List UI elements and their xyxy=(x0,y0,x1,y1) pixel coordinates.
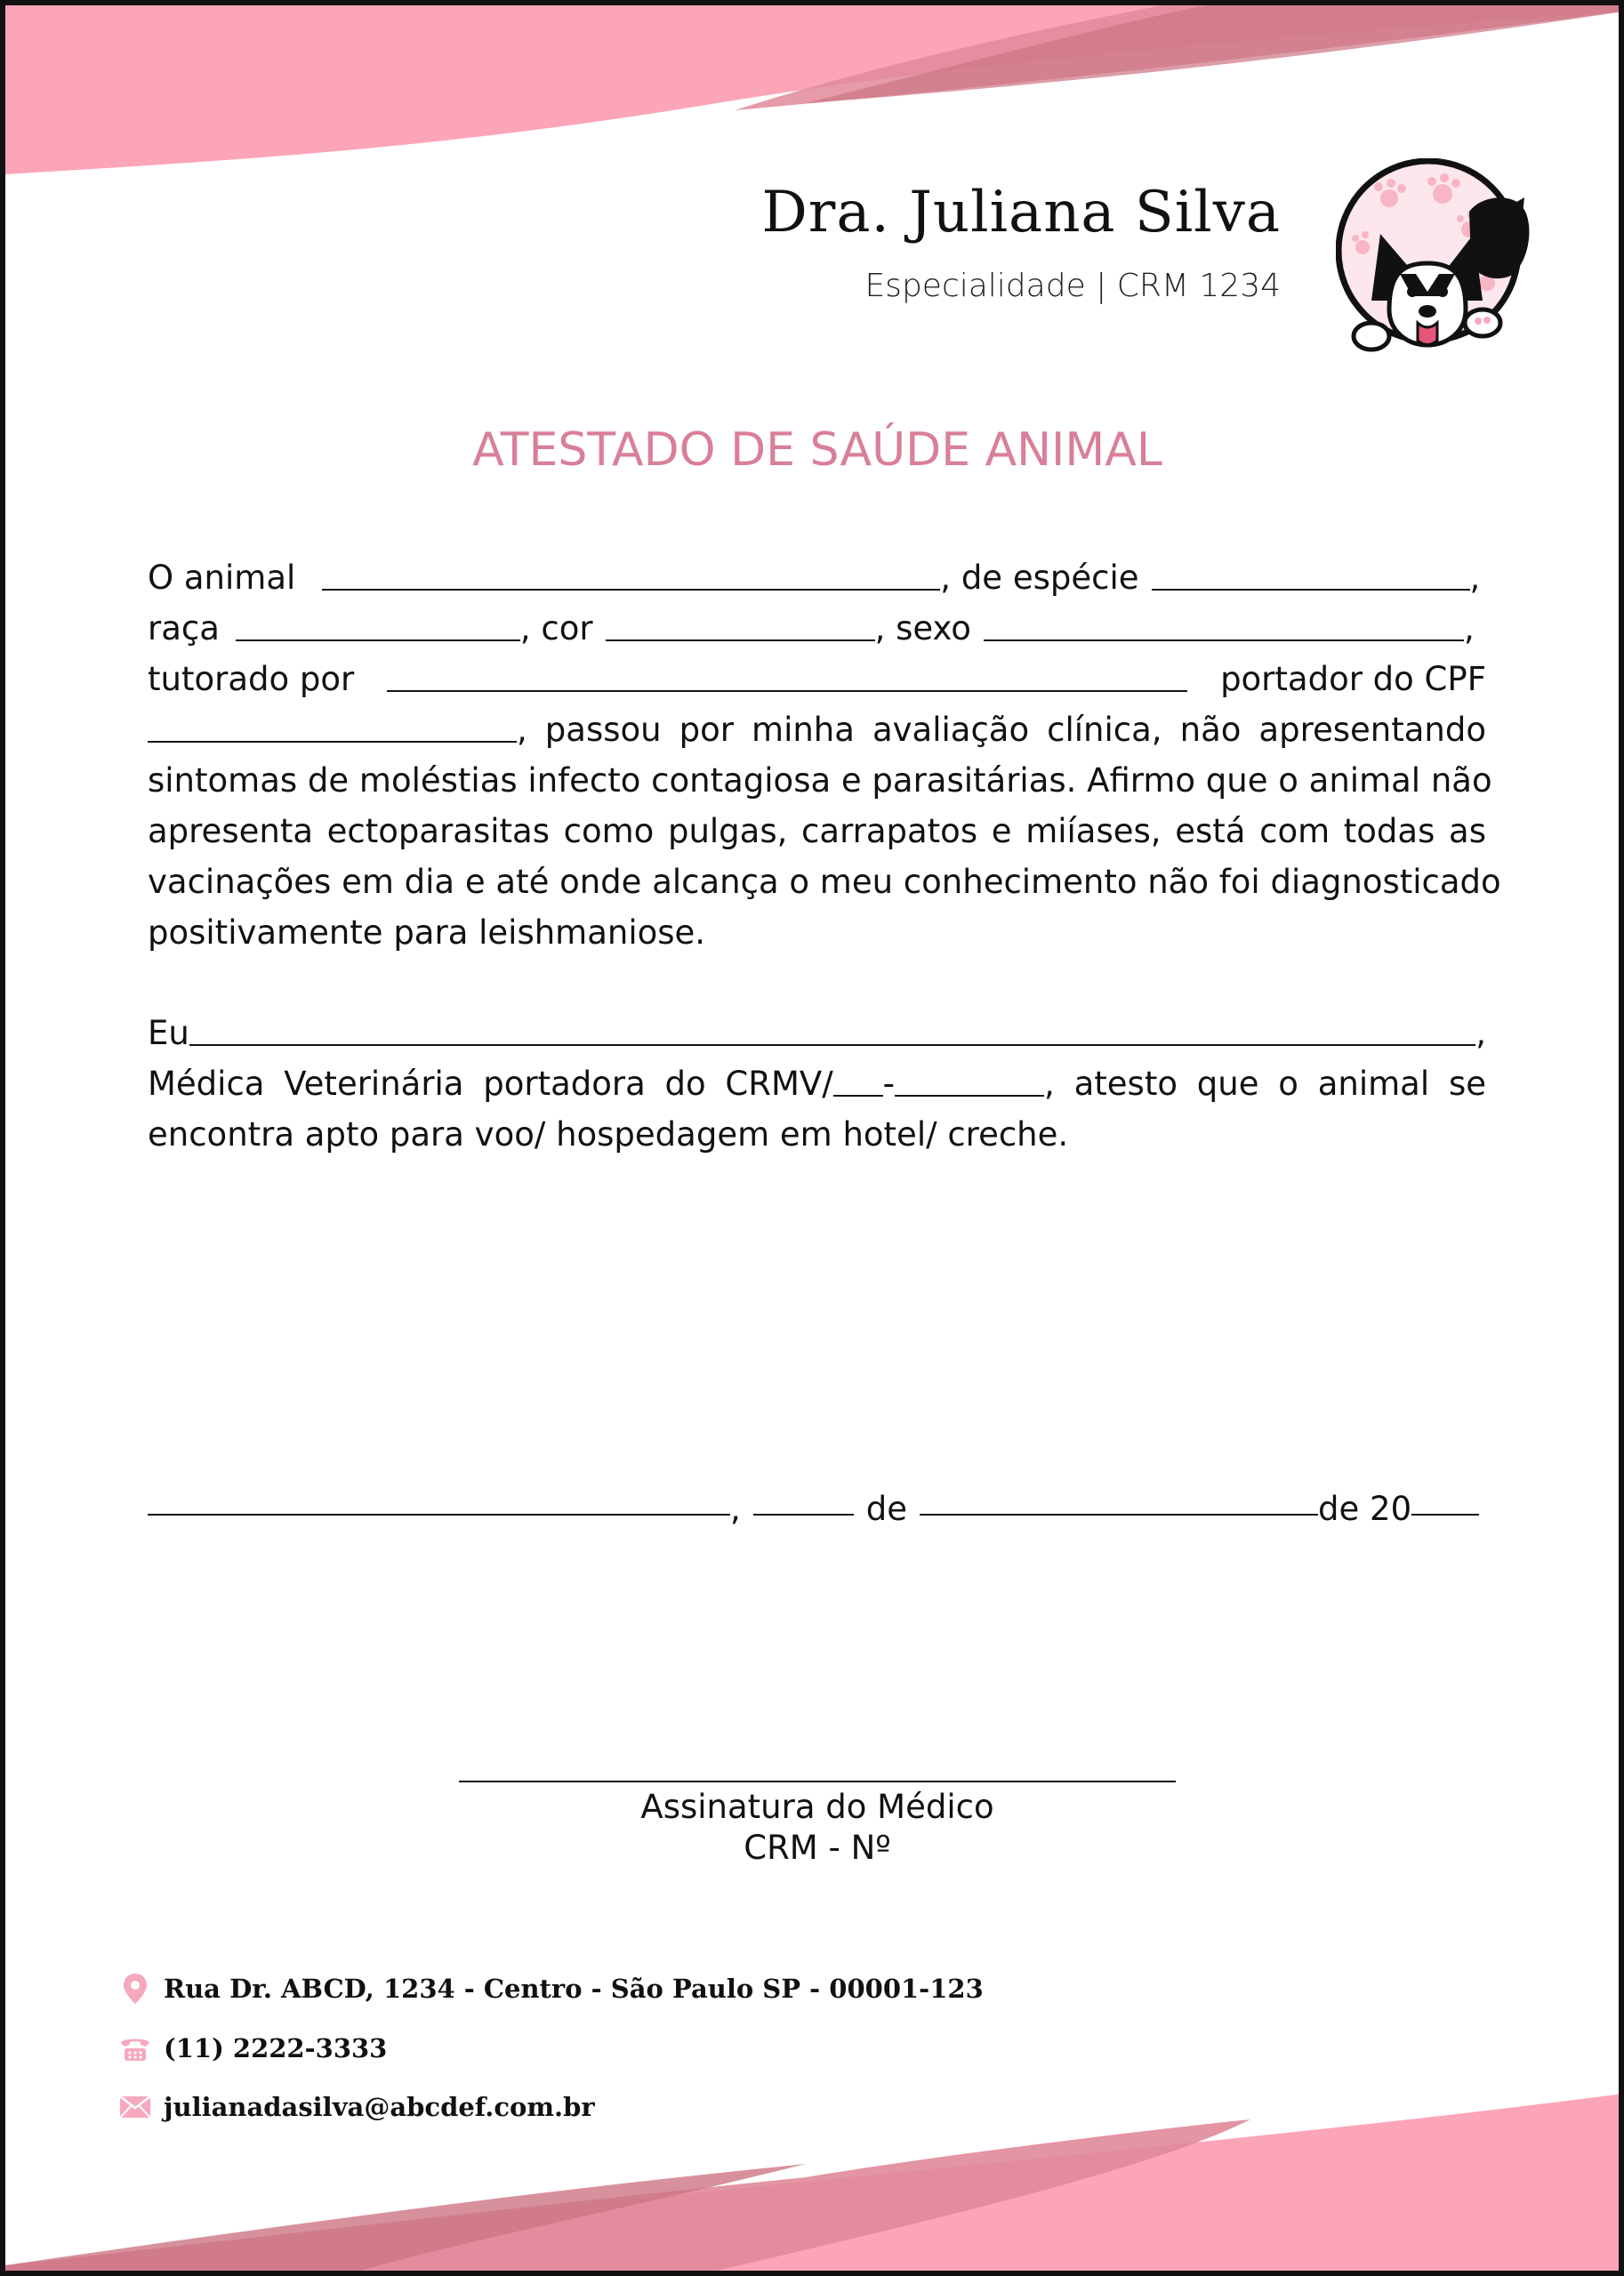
top-decorative-wave xyxy=(5,5,1624,183)
year-field[interactable] xyxy=(1411,1478,1479,1516)
doctor-name: Dra. Juliana Silva xyxy=(761,180,1281,245)
signature-crm: CRM - Nº xyxy=(744,1829,891,1867)
label-species: , de espécie xyxy=(940,559,1139,597)
comma: , xyxy=(1469,559,1481,597)
envelope-icon xyxy=(116,2089,155,2125)
signature-line[interactable] xyxy=(459,1781,1176,1782)
certificate-paragraph-2 xyxy=(148,1008,1486,1160)
comma: , xyxy=(1475,1014,1486,1052)
text-line: vacinações em dia e até onde alcança o meu conhecimento não foi diagnosticado xyxy=(148,863,1501,901)
label-owner: tutorado por xyxy=(148,660,355,698)
email-text[interactable]: julianadasilva@abcdef.com.br xyxy=(164,2092,595,2122)
label-de: de xyxy=(865,1490,908,1528)
city-field[interactable] xyxy=(148,1478,730,1516)
location-pin-icon xyxy=(116,1971,155,2007)
label-color: , cor xyxy=(519,609,593,647)
label-de-20: de 20 xyxy=(1318,1490,1412,1528)
text-line xyxy=(148,1058,1486,1109)
color-field[interactable] xyxy=(606,604,875,641)
crmv-number-field[interactable] xyxy=(895,1059,1044,1097)
label-sex: , sexo xyxy=(874,609,971,647)
text-line: sintomas de moléstias infecto contagiosa e parasitárias. Afirmo que o animal não xyxy=(148,761,1492,800)
text-line xyxy=(148,704,1486,755)
cpf-field[interactable] xyxy=(148,705,517,743)
phone-text: (11) 2222-3333 xyxy=(164,2033,388,2063)
footer-address xyxy=(116,1971,984,2007)
comma: , xyxy=(730,1490,741,1528)
day-field[interactable] xyxy=(753,1478,854,1516)
text-line xyxy=(148,603,1486,654)
footer-phone xyxy=(116,2031,387,2066)
text-line xyxy=(148,654,1486,704)
veterinarian-name-field[interactable] xyxy=(189,1009,1475,1046)
label-breed: raça xyxy=(148,609,220,647)
owner-name-field[interactable] xyxy=(387,655,1187,692)
sex-field[interactable] xyxy=(984,604,1464,641)
text-attest: , atesto que o animal se xyxy=(1044,1065,1486,1103)
doctor-specialty-crm: Especialidade | CRM 1234 xyxy=(864,268,1281,304)
label-cpf: portador do CPF xyxy=(1220,660,1486,698)
species-field[interactable] xyxy=(1152,553,1470,591)
label-crmv: Médica Veterinária portadora do CRMV/ xyxy=(148,1065,833,1103)
breed-field[interactable] xyxy=(236,604,520,641)
signature-label: Assinatura do Médico xyxy=(640,1788,994,1826)
date-line xyxy=(148,1477,1482,1528)
month-field[interactable] xyxy=(920,1478,1318,1516)
text-line xyxy=(148,1008,1486,1058)
dash: - xyxy=(882,1065,896,1103)
text-line: encontra apto para voo/ hospedagem em hotel/ creche. xyxy=(148,1115,1069,1154)
text-line: apresenta ectoparasitas como pulgas, carrapatos e miíases, está com todas as xyxy=(148,812,1486,850)
label-eu: Eu xyxy=(148,1014,189,1052)
animal-name-field[interactable] xyxy=(322,553,940,591)
address-text: Rua Dr. ABCD, 1234 - Centro - São Paulo SP - 00001-123 xyxy=(164,1974,984,2004)
text-evaluation: , passou por minha avaliação clínica, não apresentando xyxy=(517,711,1486,749)
text-line: positivamente para leishmaniose. xyxy=(148,913,706,952)
crmv-state-field[interactable] xyxy=(833,1059,883,1097)
husky-dog-logo-icon xyxy=(1336,158,1540,354)
document-title: ATESTADO DE SAÚDE ANIMAL xyxy=(472,423,1162,477)
label-animal: O animal xyxy=(148,559,296,597)
comma: , xyxy=(1463,609,1475,647)
footer-email xyxy=(116,2089,595,2125)
text-line xyxy=(148,552,1486,603)
telephone-icon xyxy=(116,2031,155,2066)
certificate-paragraph-1 xyxy=(148,552,1501,958)
